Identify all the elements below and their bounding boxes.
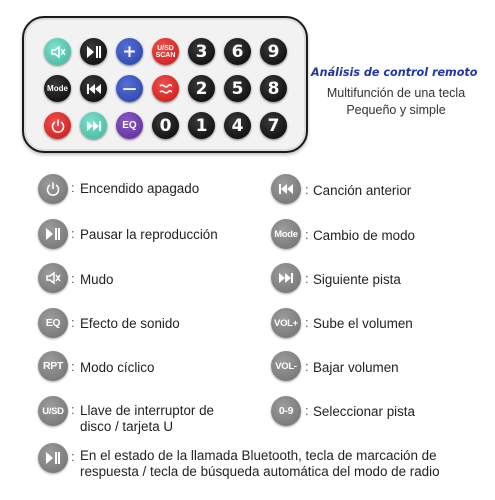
legend-separator: : [71, 449, 75, 464]
digit-label: 6 [231, 41, 244, 62]
legend-usd-text-line1: Llave de interruptor de [80, 403, 214, 418]
mute-icon [50, 44, 66, 60]
legend-separator: : [305, 182, 309, 197]
digit-label: 8 [267, 78, 280, 99]
legend-separator: : [305, 227, 309, 242]
play-pause-icon [86, 45, 102, 59]
remote-eq-button[interactable] [116, 112, 143, 139]
legend-separator: : [71, 226, 75, 241]
play-pause-icon [45, 451, 61, 465]
legend-separator: : [71, 180, 75, 195]
remote-digit-9[interactable] [260, 38, 287, 65]
legend-rpt-text: Modo cíclico [80, 360, 155, 375]
mute-icon [45, 270, 61, 286]
digit-label: 0 [159, 115, 172, 136]
remote-digit-6[interactable] [224, 38, 251, 65]
subtitle-line-1: Multifunción de una tecla [326, 86, 466, 100]
remote-vol-down-label: — [122, 80, 137, 97]
legend-bluetooth-text-line2: respuesta / tecla de búsqueda automática del modo de radio [80, 464, 440, 479]
remote-digit-7[interactable] [260, 112, 287, 139]
legend-usd-icon [38, 396, 68, 426]
previous-icon [278, 183, 294, 195]
remote-digit-5[interactable] [224, 75, 251, 102]
page-title: Análisis de control remoto [311, 66, 478, 79]
remote-usd-scan-label: U/SD SCAN [155, 44, 176, 59]
digit-label: 4 [231, 115, 244, 136]
remote-digit-3[interactable] [188, 38, 215, 65]
legend-eq-icon [38, 308, 68, 338]
remote-eq-label: EQ [122, 119, 137, 131]
legend-separator: : [305, 359, 309, 374]
remote-vol-up-button[interactable] [116, 38, 143, 65]
remote-wave-button[interactable] [152, 75, 179, 102]
legend-separator: : [305, 315, 309, 330]
legend-play-pause-text: Pausar la reproducción [80, 227, 218, 242]
legend-separator: : [71, 359, 75, 374]
legend-separator: : [71, 315, 75, 330]
remote-power-button[interactable] [44, 112, 71, 139]
legend-separator: : [71, 271, 75, 286]
legend-bluetooth-play-pause-icon [38, 443, 68, 473]
legend-usd-text-line2: disco / tarjeta U [80, 419, 174, 434]
legend-vol-up-icon [271, 308, 301, 338]
legend-separator: : [305, 271, 309, 286]
remote-next-button[interactable] [80, 112, 107, 139]
legend-previous-icon [271, 174, 301, 204]
subtitle-line-2: Pequeño y simple [346, 103, 446, 117]
remote-vol-up-label: + [122, 41, 137, 62]
previous-icon [86, 83, 102, 95]
legend-rpt-icon-label: RPT [42, 360, 64, 372]
legend-previous-text: Canción anterior [313, 183, 412, 198]
legend-power-text: Encendido apagado [80, 181, 200, 196]
power-icon [45, 181, 61, 197]
legend-power-icon [38, 174, 68, 204]
legend-digits-text: Seleccionar pista [313, 404, 415, 419]
legend-vol-down-text: Bajar volumen [313, 360, 399, 375]
play-pause-icon [45, 227, 61, 241]
remote-digit-2[interactable] [188, 75, 215, 102]
legend-vol-up-icon-label: VOL+ [274, 317, 298, 329]
wave-icon [158, 81, 174, 97]
digit-label: 2 [195, 78, 208, 99]
legend-eq-text: Efecto de sonido [80, 316, 180, 331]
legend-vol-down-icon [271, 351, 301, 381]
remote-mode-button[interactable] [44, 75, 71, 102]
legend-mute-text: Mudo [80, 272, 114, 287]
digit-label: 7 [267, 115, 280, 136]
next-icon [86, 120, 102, 132]
remote-play-pause-button[interactable] [80, 38, 107, 65]
remote-previous-button[interactable] [80, 75, 107, 102]
remote-digit-4[interactable] [224, 112, 251, 139]
legend-separator: : [305, 403, 309, 418]
remote-digit-8[interactable] [260, 75, 287, 102]
legend-separator: : [71, 402, 75, 417]
digit-label: 3 [195, 41, 208, 62]
remote-digit-0[interactable] [152, 112, 179, 139]
digit-label: 1 [195, 115, 208, 136]
legend-bluetooth-text-line1: En el estado de la llamada Bluetooth, tecla de marcación de [80, 448, 437, 463]
legend-digits-icon [271, 396, 301, 426]
legend-mode-text: Cambio de modo [313, 228, 415, 243]
digit-label: 5 [231, 78, 244, 99]
legend-digits-icon-label: 0-9 [278, 405, 294, 417]
legend-mode-icon [271, 219, 301, 249]
remote-control [22, 16, 308, 153]
legend-play-pause-icon [38, 219, 68, 249]
remote-usd-scan-button[interactable] [152, 38, 179, 65]
legend-eq-icon-label: EQ [45, 317, 61, 329]
legend-mode-icon-label: Mode [274, 228, 298, 240]
legend-mute-icon [38, 263, 68, 293]
remote-mute-button[interactable] [44, 38, 71, 65]
legend-next-text: Siguiente pista [313, 272, 401, 287]
legend-rpt-icon [38, 351, 68, 381]
legend-usd-icon-label: U/SD [42, 405, 64, 417]
remote-digit-1[interactable] [188, 112, 215, 139]
power-icon [50, 118, 66, 134]
legend-vol-down-icon-label: VOL- [275, 360, 297, 372]
remote-mode-label: Mode [47, 83, 68, 93]
legend-next-icon [271, 263, 301, 293]
next-icon [278, 272, 294, 284]
legend-vol-up-text: Sube el volumen [313, 316, 413, 331]
remote-vol-down-button[interactable] [116, 75, 143, 102]
digit-label: 9 [267, 41, 280, 62]
